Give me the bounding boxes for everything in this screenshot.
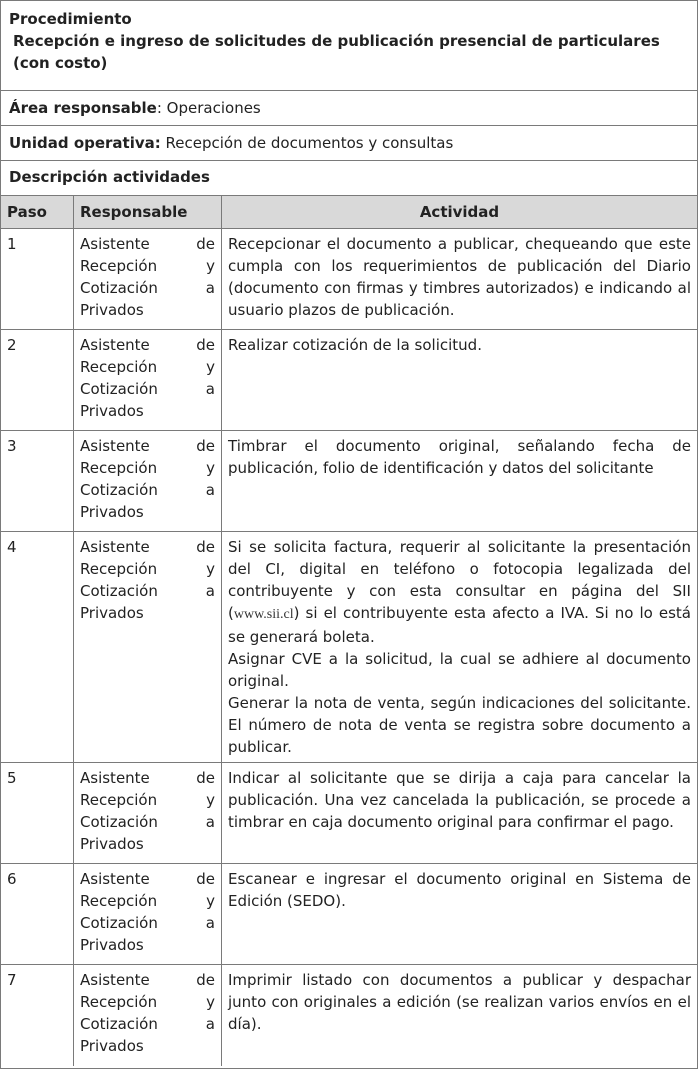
responsible-line: Recepción y — [80, 257, 215, 275]
step-number: 2 — [1, 330, 74, 430]
step-number: 7 — [1, 965, 74, 1066]
activity-text: ) si el contribuyente esta afecto a IVA. Si no lo está se generará boleta. — [228, 604, 691, 646]
responsible-line: Privados — [80, 835, 144, 853]
responsible-line: Recepción y — [80, 560, 215, 578]
table-row — [1, 532, 697, 763]
step-number: 5 — [1, 763, 74, 863]
responsible-line: Recepción y — [80, 993, 215, 1011]
responsible-cell — [74, 965, 222, 1066]
activity-cell: Indicar al solicitante que se dirija a caja para cancelar la publicación. Una vez cancelada la publicación, se procede a timbrar en caja documento original para confirmar el pago. — [228, 769, 691, 831]
table-row — [1, 431, 697, 532]
responsible-cell — [74, 532, 222, 762]
table-row — [1, 229, 697, 330]
step-number: 3 — [1, 431, 74, 531]
step-number: 6 — [1, 864, 74, 964]
sii-link[interactable]: www.sii.cl — [233, 607, 294, 622]
responsible-line: Recepción y — [80, 892, 215, 910]
responsible-line: Cotización a — [80, 914, 215, 932]
responsible-line: Privados — [80, 1037, 144, 1055]
operative-unit-label: Unidad operativa: — [9, 134, 161, 152]
activity-cell: Timbrar el documento original, señalando fecha de publicación, folio de identificación y datos del solicitante — [228, 437, 691, 477]
activities-table — [1, 196, 697, 1066]
activity-text: Si se solicita factura, requerir al solicitante la presentación del CI, digital en teléfono o fotocopia legalizada del contribuyente y con esta consultar en página del SII ( — [228, 538, 691, 622]
responsible-line: Privados — [80, 604, 144, 622]
table-row — [1, 330, 697, 431]
table-row — [1, 864, 697, 965]
responsible-area-label: Área responsable — [9, 99, 157, 117]
activity-cell: Escanear e ingresar el documento original en Sistema de Edición (SEDO). — [228, 870, 691, 910]
responsible-line: Cotización a — [80, 481, 215, 499]
responsible-line: Asistente de — [80, 437, 215, 455]
operative-unit-value: Recepción de documentos y consultas — [160, 134, 454, 152]
responsible-line: Cotización a — [80, 380, 215, 398]
responsible-line: Privados — [80, 936, 144, 954]
activity-paragraph: Generar la nota de venta, según indicaciones del solicitante. El número de nota de venta se registra sobre documento a publicar. — [228, 694, 691, 756]
responsible-line: Asistente de — [80, 971, 215, 989]
activity-paragraph — [228, 536, 691, 648]
activity-cell: Recepcionar el documento a publicar, chequeando que este cumpla con los requerimientos de publicación del Diario (documento con firmas y timbres autorizados) e indicando al usuario plazos de publicación. — [228, 235, 691, 319]
activity-cell: Imprimir listado con documentos a publicar y despachar junto con originales a edición (se realizan varios envíos en el día). — [228, 971, 691, 1033]
procedure-title: Recepción e ingreso de solicitudes de publicación presencial de particulares (con costo) — [13, 32, 660, 72]
responsible-line: Cotización a — [80, 813, 215, 831]
header-step: Paso — [1, 196, 74, 228]
responsible-cell — [74, 864, 222, 964]
header-activity: Actividad — [419, 203, 500, 221]
responsible-line: Recepción y — [80, 791, 215, 809]
operative-unit — [1, 126, 697, 161]
responsible-line: Recepción y — [80, 459, 215, 477]
responsible-line: Privados — [80, 503, 144, 521]
table-header-row — [1, 196, 697, 229]
responsible-line: Asistente de — [80, 235, 215, 253]
activity-cell — [222, 532, 697, 762]
responsible-cell — [74, 330, 222, 430]
responsible-cell — [74, 763, 222, 863]
responsible-line: Asistente de — [80, 538, 215, 556]
responsible-area-value: : Operaciones — [156, 99, 261, 117]
table-row — [1, 763, 697, 864]
responsible-line: Cotización a — [80, 582, 215, 600]
step-number: 4 — [1, 532, 74, 762]
table-row — [1, 965, 697, 1066]
responsible-line: Privados — [80, 301, 144, 319]
step-number: 1 — [1, 229, 74, 329]
responsible-cell — [74, 431, 222, 531]
activity-paragraph: Asignar CVE a la solicitud, la cual se adhiere al documento original. — [228, 650, 691, 690]
procedure-header — [1, 1, 697, 91]
activities-description-label: Descripción actividades — [1, 161, 697, 196]
responsible-line: Cotización a — [80, 279, 215, 297]
responsible-cell — [74, 229, 222, 329]
header-responsible: Responsable — [74, 196, 222, 228]
responsible-area — [1, 91, 697, 126]
responsible-line: Asistente de — [80, 336, 215, 354]
procedure-label: Procedimiento — [9, 10, 132, 28]
responsible-line: Cotización a — [80, 1015, 215, 1033]
activity-cell: Realizar cotización de la solicitud. — [228, 336, 482, 354]
responsible-line: Asistente de — [80, 870, 215, 888]
responsible-line: Recepción y — [80, 358, 215, 376]
responsible-line: Asistente de — [80, 769, 215, 787]
responsible-line: Privados — [80, 402, 144, 420]
